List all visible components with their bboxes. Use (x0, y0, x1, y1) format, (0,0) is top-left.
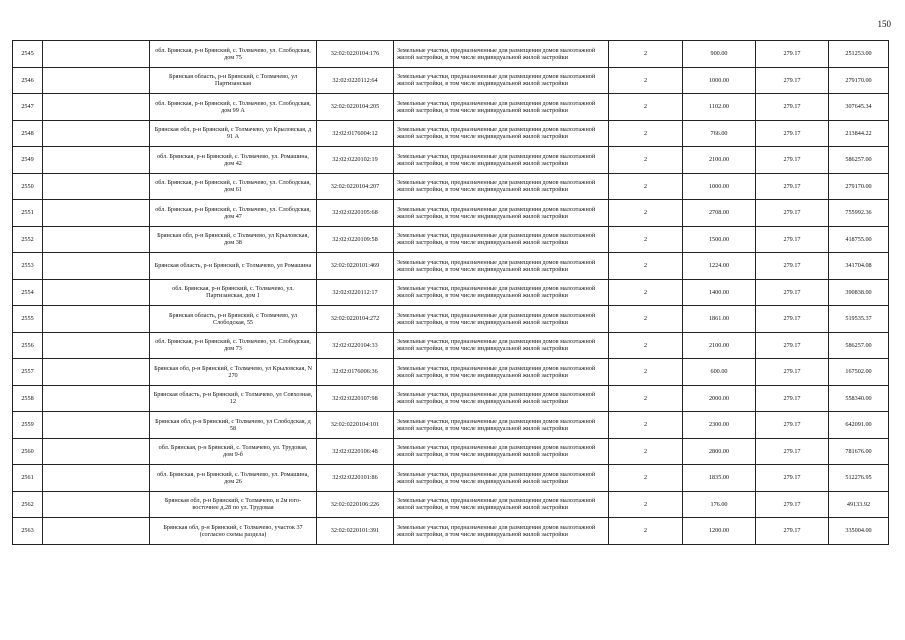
rate-cell: 279.17 (756, 412, 829, 439)
row-number-cell: 2550 (13, 173, 43, 200)
category-code-cell: 2 (609, 306, 683, 333)
land-use-cell: Земельные участки, предназначенные для размещения домов малоэтажной жилой застройки, в том числе индивидуальной жилой застройки (394, 226, 609, 253)
cadastral-number-cell: 32:02:0220105:68 (317, 200, 394, 227)
table-row (13, 41, 889, 68)
blank-cell (43, 359, 150, 386)
land-use-cell: Земельные участки, предназначенные для размещения домов малоэтажной жилой застройки, в том числе индивидуальной жилой застройки (394, 120, 609, 147)
blank-cell (43, 67, 150, 94)
blank-cell (43, 465, 150, 492)
rate-cell: 279.17 (756, 67, 829, 94)
address-cell: Брянская обл, р-н Брянский, с Толмачево, ул Крыловская, дом 38 (150, 226, 317, 253)
row-number-cell: 2563 (13, 518, 43, 545)
area-cell: 1224.00 (683, 253, 756, 280)
row-number-cell: 2555 (13, 306, 43, 333)
area-cell: 1102.00 (683, 94, 756, 121)
cadastral-number-cell: 32:02:0220101:86 (317, 465, 394, 492)
cadastral-number-cell: 32:02:0220106:48 (317, 438, 394, 465)
category-code-cell: 2 (609, 94, 683, 121)
area-cell: 2300.00 (683, 412, 756, 439)
cadastral-number-cell: 32:02:0220104:176 (317, 41, 394, 68)
blank-cell (43, 147, 150, 174)
land-use-cell: Земельные участки, предназначенные для размещения домов малоэтажной жилой застройки, в том числе индивидуальной жилой застройки (394, 518, 609, 545)
page-number: 150 (877, 19, 891, 29)
land-use-cell: Земельные участки, предназначенные для размещения домов малоэтажной жилой застройки, в том числе индивидуальной жилой застройки (394, 491, 609, 518)
category-code-cell: 2 (609, 200, 683, 227)
table-row (13, 120, 889, 147)
table-row (13, 173, 889, 200)
table-row (13, 438, 889, 465)
cadastral-value-cell: 390838.00 (829, 279, 889, 306)
row-number-cell: 2554 (13, 279, 43, 306)
category-code-cell: 2 (609, 173, 683, 200)
area-cell: 2100.00 (683, 147, 756, 174)
address-cell: Брянская область, р-н Брянский, с Толмачево, ул Слободская, 55 (150, 306, 317, 333)
rate-cell: 279.17 (756, 438, 829, 465)
area-cell: 1861.00 (683, 306, 756, 333)
address-cell: обл. Брянская, р-н Брянский, с. Толмачево, ул. Трудовая, дом 9-б (150, 438, 317, 465)
category-code-cell: 2 (609, 41, 683, 68)
cadastral-value-cell: 418755.00 (829, 226, 889, 253)
address-cell: обл. Брянская, р-н Брянский, с. Толмачево, ул. Слободская, дом 99 А (150, 94, 317, 121)
area-cell: 2708.00 (683, 200, 756, 227)
category-code-cell: 2 (609, 438, 683, 465)
cadastral-number-cell: 32:02:0220104:101 (317, 412, 394, 439)
rate-cell: 279.17 (756, 94, 829, 121)
cadastral-value-cell: 307645.34 (829, 94, 889, 121)
rate-cell: 279.17 (756, 41, 829, 68)
cadastral-value-cell: 586257.00 (829, 147, 889, 174)
cadastral-value-cell: 586257.00 (829, 332, 889, 359)
rate-cell: 279.17 (756, 226, 829, 253)
table-row (13, 359, 889, 386)
rate-cell: 279.17 (756, 518, 829, 545)
address-cell: Брянская обл, р-н Брянский, с Толмачево, ул Крыловская, д 91 А (150, 120, 317, 147)
table-row (13, 385, 889, 412)
cadastral-number-cell: 32:02:0220104:207 (317, 173, 394, 200)
cadastral-number-cell: 32:02:0220109:58 (317, 226, 394, 253)
table-row (13, 279, 889, 306)
row-number-cell: 2561 (13, 465, 43, 492)
row-number-cell: 2558 (13, 385, 43, 412)
area-cell: 1400.00 (683, 279, 756, 306)
row-number-cell: 2546 (13, 67, 43, 94)
row-number-cell: 2556 (13, 332, 43, 359)
rate-cell: 279.17 (756, 147, 829, 174)
cadastral-value-cell: 558340.00 (829, 385, 889, 412)
row-number-cell: 2560 (13, 438, 43, 465)
cadastral-value-cell: 279170.00 (829, 67, 889, 94)
cadastral-value-cell: 279170.00 (829, 173, 889, 200)
address-cell: Брянская область, р-н Брянский, с Толмачево, ул Совхозная, 12 (150, 385, 317, 412)
land-use-cell: Земельные участки, предназначенные для размещения домов малоэтажной жилой застройки, в том числе индивидуальной жилой застройки (394, 465, 609, 492)
category-code-cell: 2 (609, 491, 683, 518)
land-use-cell: Земельные участки, предназначенные для размещения домов малоэтажной жилой застройки, в том числе индивидуальной жилой застройки (394, 306, 609, 333)
address-cell: Брянская обл, р-н Брянский, с Толмачево, участок 37 (согласно схемы раздела) (150, 518, 317, 545)
table-row (13, 332, 889, 359)
address-cell: обл. Брянская, р-н Брянский, с. Толмачево, ул. Ромашина, дом 26 (150, 465, 317, 492)
category-code-cell: 2 (609, 332, 683, 359)
land-use-cell: Земельные участки, предназначенные для размещения домов малоэтажной жилой застройки, в том числе индивидуальной жилой застройки (394, 438, 609, 465)
address-cell: обл. Брянская, р-н Брянский, с. Толмачево, ул. Слободская, дом 61 (150, 173, 317, 200)
cadastral-number-cell: 32:02:0220104:272 (317, 306, 394, 333)
row-number-cell: 2545 (13, 41, 43, 68)
area-cell: 2800.00 (683, 438, 756, 465)
address-cell: обл. Брянская, р-н Брянский, с. Толмачево, ул. Слободская, дом 73 (150, 332, 317, 359)
area-cell: 2100.00 (683, 332, 756, 359)
cadastral-value-cell: 781676.00 (829, 438, 889, 465)
rate-cell: 279.17 (756, 465, 829, 492)
cadastral-value-cell: 341704.08 (829, 253, 889, 280)
row-number-cell: 2547 (13, 94, 43, 121)
land-use-cell: Земельные участки, предназначенные для размещения домов малоэтажной жилой застройки, в том числе индивидуальной жилой застройки (394, 279, 609, 306)
land-use-cell: Земельные участки, предназначенные для размещения домов малоэтажной жилой застройки, в том числе индивидуальной жилой застройки (394, 253, 609, 280)
rate-cell: 279.17 (756, 359, 829, 386)
rate-cell: 279.17 (756, 385, 829, 412)
rate-cell: 279.17 (756, 279, 829, 306)
table-row (13, 306, 889, 333)
rate-cell: 279.17 (756, 306, 829, 333)
cadastral-number-cell: 32:02:0220104:205 (317, 94, 394, 121)
land-registry-table (12, 40, 889, 545)
address-cell: Брянская обл, р-н Брянский, с Толмачево, ул Крыловская, N 270 (150, 359, 317, 386)
address-cell: обл. Брянская, р-н Брянский, с. Толмачево, ул. Слободская, дом 47 (150, 200, 317, 227)
table-row (13, 518, 889, 545)
area-cell: 1000.00 (683, 67, 756, 94)
table-row (13, 465, 889, 492)
table-row (13, 412, 889, 439)
cadastral-value-cell: 755992.36 (829, 200, 889, 227)
category-code-cell: 2 (609, 120, 683, 147)
row-number-cell: 2549 (13, 147, 43, 174)
area-cell: 1200.00 (683, 518, 756, 545)
blank-cell (43, 200, 150, 227)
address-cell: обл. Брянская, р-н Брянский, с. Толмачево, ул. Партизанская, дом 1 (150, 279, 317, 306)
address-cell: Брянская область, р-н Брянский, с Толмачево, ул Ромашина (150, 253, 317, 280)
table-row (13, 226, 889, 253)
address-cell: обл. Брянская, р-н Брянский, с. Толмачево, ул. Ромашина, дом 42 (150, 147, 317, 174)
cadastral-number-cell: 32:02:0220112:64 (317, 67, 394, 94)
category-code-cell: 2 (609, 412, 683, 439)
cadastral-number-cell: 32:02:0220106:226 (317, 491, 394, 518)
blank-cell (43, 491, 150, 518)
cadastral-number-cell: 32:02:0220101:391 (317, 518, 394, 545)
rate-cell: 279.17 (756, 491, 829, 518)
table-row (13, 67, 889, 94)
blank-cell (43, 412, 150, 439)
rate-cell: 279.17 (756, 120, 829, 147)
blank-cell (43, 518, 150, 545)
cadastral-value-cell: 335004.00 (829, 518, 889, 545)
blank-cell (43, 253, 150, 280)
address-cell: обл. Брянская, р-н Брянский, с. Толмачево, ул. Слободская, дом 75 (150, 41, 317, 68)
blank-cell (43, 41, 150, 68)
cadastral-value-cell: 49133.92 (829, 491, 889, 518)
area-cell: 2000.00 (683, 385, 756, 412)
rate-cell: 279.17 (756, 173, 829, 200)
land-use-cell: Земельные участки, предназначенные для размещения домов малоэтажной жилой застройки, в том числе индивидуальной жилой застройки (394, 412, 609, 439)
land-use-cell: Земельные участки, предназначенные для размещения домов малоэтажной жилой застройки, в том числе индивидуальной жилой застройки (394, 41, 609, 68)
row-number-cell: 2562 (13, 491, 43, 518)
table-row (13, 253, 889, 280)
land-use-cell: Земельные участки, предназначенные для размещения домов малоэтажной жилой застройки, в том числе индивидуальной жилой застройки (394, 173, 609, 200)
table-body (13, 41, 889, 545)
area-cell: 600.00 (683, 359, 756, 386)
cadastral-number-cell: 32:02:0176004:12 (317, 120, 394, 147)
row-number-cell: 2557 (13, 359, 43, 386)
row-number-cell: 2552 (13, 226, 43, 253)
cadastral-value-cell: 213844.22 (829, 120, 889, 147)
category-code-cell: 2 (609, 279, 683, 306)
cadastral-number-cell: 32:02:0220101:469 (317, 253, 394, 280)
category-code-cell: 2 (609, 518, 683, 545)
cadastral-number-cell: 32:02:0220104:33 (317, 332, 394, 359)
area-cell: 1835.00 (683, 465, 756, 492)
category-code-cell: 2 (609, 67, 683, 94)
land-use-cell: Земельные участки, предназначенные для размещения домов малоэтажной жилой застройки, в том числе индивидуальной жилой застройки (394, 359, 609, 386)
category-code-cell: 2 (609, 465, 683, 492)
cadastral-number-cell: 32:02:0220112:17 (317, 279, 394, 306)
cadastral-number-cell: 32:02:0220102:19 (317, 147, 394, 174)
cadastral-value-cell: 642091.00 (829, 412, 889, 439)
row-number-cell: 2559 (13, 412, 43, 439)
cadastral-number-cell: 32:02:0176006:36 (317, 359, 394, 386)
rate-cell: 279.17 (756, 253, 829, 280)
land-use-cell: Земельные участки, предназначенные для размещения домов малоэтажной жилой застройки, в том числе индивидуальной жилой застройки (394, 147, 609, 174)
land-use-cell: Земельные участки, предназначенные для размещения домов малоэтажной жилой застройки, в том числе индивидуальной жилой застройки (394, 200, 609, 227)
category-code-cell: 2 (609, 147, 683, 174)
address-cell: Брянская обл, р-н Брянский, с Толмачево, в 2м юго-восточнее д.28 по ул. Трудовая (150, 491, 317, 518)
blank-cell (43, 438, 150, 465)
table-row (13, 491, 889, 518)
blank-cell (43, 279, 150, 306)
category-code-cell: 2 (609, 385, 683, 412)
land-use-cell: Земельные участки, предназначенные для размещения домов малоэтажной жилой застройки, в том числе индивидуальной жилой застройки (394, 67, 609, 94)
table-row (13, 147, 889, 174)
blank-cell (43, 173, 150, 200)
category-code-cell: 2 (609, 226, 683, 253)
area-cell: 766.00 (683, 120, 756, 147)
blank-cell (43, 94, 150, 121)
blank-cell (43, 385, 150, 412)
address-cell: Брянская обл, р-н Брянский, с Толмачево, ул Слободская, д 58 (150, 412, 317, 439)
category-code-cell: 2 (609, 359, 683, 386)
category-code-cell: 2 (609, 253, 683, 280)
address-cell: Брянская область, р-н Брянский, с Толмачево, ул Партизанская (150, 67, 317, 94)
blank-cell (43, 306, 150, 333)
land-use-cell: Земельные участки, предназначенные для размещения домов малоэтажной жилой застройки, в том числе индивидуальной жилой застройки (394, 385, 609, 412)
blank-cell (43, 226, 150, 253)
cadastral-value-cell: 512276.95 (829, 465, 889, 492)
area-cell: 900.00 (683, 41, 756, 68)
area-cell: 1500.00 (683, 226, 756, 253)
table-row (13, 200, 889, 227)
blank-cell (43, 332, 150, 359)
land-use-cell: Земельные участки, предназначенные для размещения домов малоэтажной жилой застройки, в том числе индивидуальной жилой застройки (394, 332, 609, 359)
cadastral-value-cell: 519535.37 (829, 306, 889, 333)
land-use-cell: Земельные участки, предназначенные для размещения домов малоэтажной жилой застройки, в том числе индивидуальной жилой застройки (394, 94, 609, 121)
table-row (13, 94, 889, 121)
cadastral-value-cell: 251253.00 (829, 41, 889, 68)
blank-cell (43, 120, 150, 147)
cadastral-value-cell: 167502.00 (829, 359, 889, 386)
area-cell: 1000.00 (683, 173, 756, 200)
row-number-cell: 2553 (13, 253, 43, 280)
rate-cell: 279.17 (756, 332, 829, 359)
row-number-cell: 2548 (13, 120, 43, 147)
row-number-cell: 2551 (13, 200, 43, 227)
area-cell: 176.00 (683, 491, 756, 518)
rate-cell: 279.17 (756, 200, 829, 227)
cadastral-number-cell: 32:02:0220107:98 (317, 385, 394, 412)
